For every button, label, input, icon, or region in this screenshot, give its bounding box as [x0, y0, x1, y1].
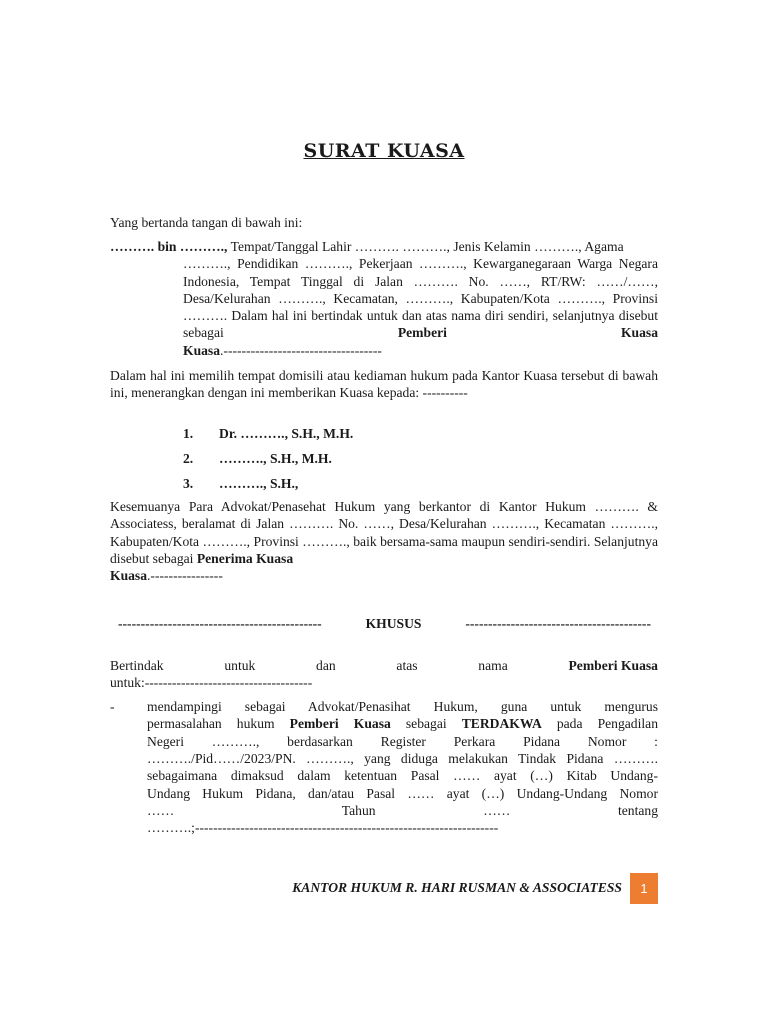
- giver-first-line: [110, 238, 658, 255]
- acting-word: Bertindak: [110, 658, 164, 673]
- domicile-paragraph: Dalam hal ini memilih tempat domisili atau kediaman hukum pada Kantor Kuasa tersebut di bawah ini, menerangkan dengan ini memberikan Kuasa kepada: ----------: [110, 368, 658, 401]
- attorney-item: [183, 426, 353, 442]
- khusus-left-dashes: ---------------------------------------------: [118, 616, 322, 631]
- acting-word: dan: [316, 658, 336, 673]
- clause-text-2a: permasalahan hukum: [147, 716, 290, 732]
- acting-role-label: Pemberi Kuasa: [568, 658, 658, 673]
- giver-name: ………. bin ……….,: [110, 239, 228, 254]
- document-title: SURAT KUASA: [303, 140, 465, 162]
- khusus-separator: [118, 616, 651, 632]
- clause-line-2: [147, 715, 658, 732]
- clause-line-8: ……….;-------------------------------------------------------------------: [147, 820, 499, 836]
- attorney-item: [183, 476, 298, 492]
- attorney-name: ………., S.H., M.H.: [219, 451, 332, 466]
- acting-word: atas: [396, 658, 418, 673]
- clause-word: Tahun: [341, 802, 376, 818]
- intro-text: Yang bertanda tangan di bawah ini:: [110, 215, 303, 230]
- clause-word: Negeri: [147, 733, 184, 749]
- receivers-role-label-end: Kuasa: [110, 568, 148, 583]
- receivers-role-line: [110, 567, 658, 584]
- page-number-badge: 1: [630, 873, 658, 904]
- attorney-name: ………., S.H.,: [219, 476, 299, 491]
- giver-role-label-end: Kuasa: [183, 343, 221, 358]
- khusus-label: KHUSUS: [365, 616, 422, 631]
- giver-details: [183, 255, 658, 341]
- acting-word: nama: [478, 658, 508, 673]
- acting-line: [110, 657, 658, 674]
- clause-line-4: ………./Pid……/2023/PN. ………., yang diduga melakukan Tindak Pidana ……….: [147, 750, 658, 766]
- acting-line-2: untuk:-------------------------------------: [110, 675, 313, 690]
- clause-line-1: [147, 698, 658, 715]
- receivers-text: Kesemuanya Para Advokat/Penasehat Hukum yang berkantor di Kantor Hukum ………. & Associatess, beralamat di Jalan ………. No. ……, Desa/Kelurahan ………., Kecamatan ………., Kabupaten/Kota ………., Provinsi ………., baik bersama-sama maupun sendiri-sendiri. Selanjutnya disebut sebagai: [110, 499, 658, 566]
- clause-text-1: mendampingi sebagai Advokat/Penasihat Hukum, guna untuk mengurus: [147, 699, 658, 714]
- clause-text-2e: pada Pengadilan: [541, 716, 658, 732]
- attorney-number: 2.: [183, 451, 194, 466]
- clause-word: :: [654, 733, 658, 749]
- attorney-number: 1.: [183, 426, 194, 441]
- clause-word: Nomor: [587, 733, 627, 749]
- attorney-item: [183, 451, 332, 467]
- acting-word: untuk: [224, 658, 256, 673]
- giver-details-rest: ………., Pendidikan ………., Pekerjaan ………., Kewarganegaraan Warga Negara Indonesia, Tempat Tinggal di Jalan ………. No. ……, RT/RW: ……/……, Desa/Kelurahan ………., Kecamatan, ………., Kabupaten/Kota ………., Provinsi ………. Dalam hal ini bertindak untuk dan atas nama diri sendiri, selanjutnya disebut sebagai: [183, 256, 658, 341]
- clause-word: ……….,: [211, 733, 260, 749]
- receivers-paragraph: [110, 498, 658, 567]
- clause-bullet: -: [110, 699, 115, 714]
- clause-word: Perkara: [453, 733, 496, 749]
- clause-text-2c: sebagai: [390, 716, 462, 732]
- clause-word: berdasarkan: [287, 733, 353, 749]
- receivers-role-tail: .----------------: [147, 568, 223, 583]
- clause-word: Register: [380, 733, 426, 749]
- attorney-name: Dr. ………., S.H., M.H.: [219, 426, 354, 441]
- giver-role-tail: .-----------------------------------: [220, 343, 382, 358]
- clause-line-5: sebagaimana dimaksud dalam ketentuan Pasal …… ayat (…) Kitab Undang-: [147, 768, 658, 784]
- attorney-number: 3.: [183, 476, 194, 491]
- clause-line-6: Undang Hukum Pidana, dan/atau Pasal …… ayat (…) Undang-Undang Nomor: [147, 785, 658, 801]
- khusus-right-dashes: -----------------------------------------: [465, 616, 651, 631]
- footer-office-name: KANTOR HUKUM R. HARI RUSMAN & ASSOCIATESS: [292, 880, 622, 895]
- clause-word: ……: [483, 802, 511, 818]
- giver-role-line: [183, 342, 658, 359]
- clause-line-7: [147, 802, 658, 819]
- clause-giver-label: Pemberi Kuasa: [289, 716, 391, 732]
- giver-details-first: Tempat/Tanggal Lahir ………. ………., Jenis Kelamin ………., Agama: [227, 239, 624, 254]
- clause-line-3: [147, 733, 658, 750]
- clause-word: tentang: [617, 802, 658, 818]
- clause-defendant-label: TERDAKWA: [461, 716, 542, 732]
- receivers-role-label: Penerima Kuasa: [196, 550, 294, 566]
- giver-role-label: Pemberi Kuasa: [397, 325, 658, 341]
- clause-word: ……: [147, 802, 175, 818]
- clause-word: Pidana: [523, 733, 561, 749]
